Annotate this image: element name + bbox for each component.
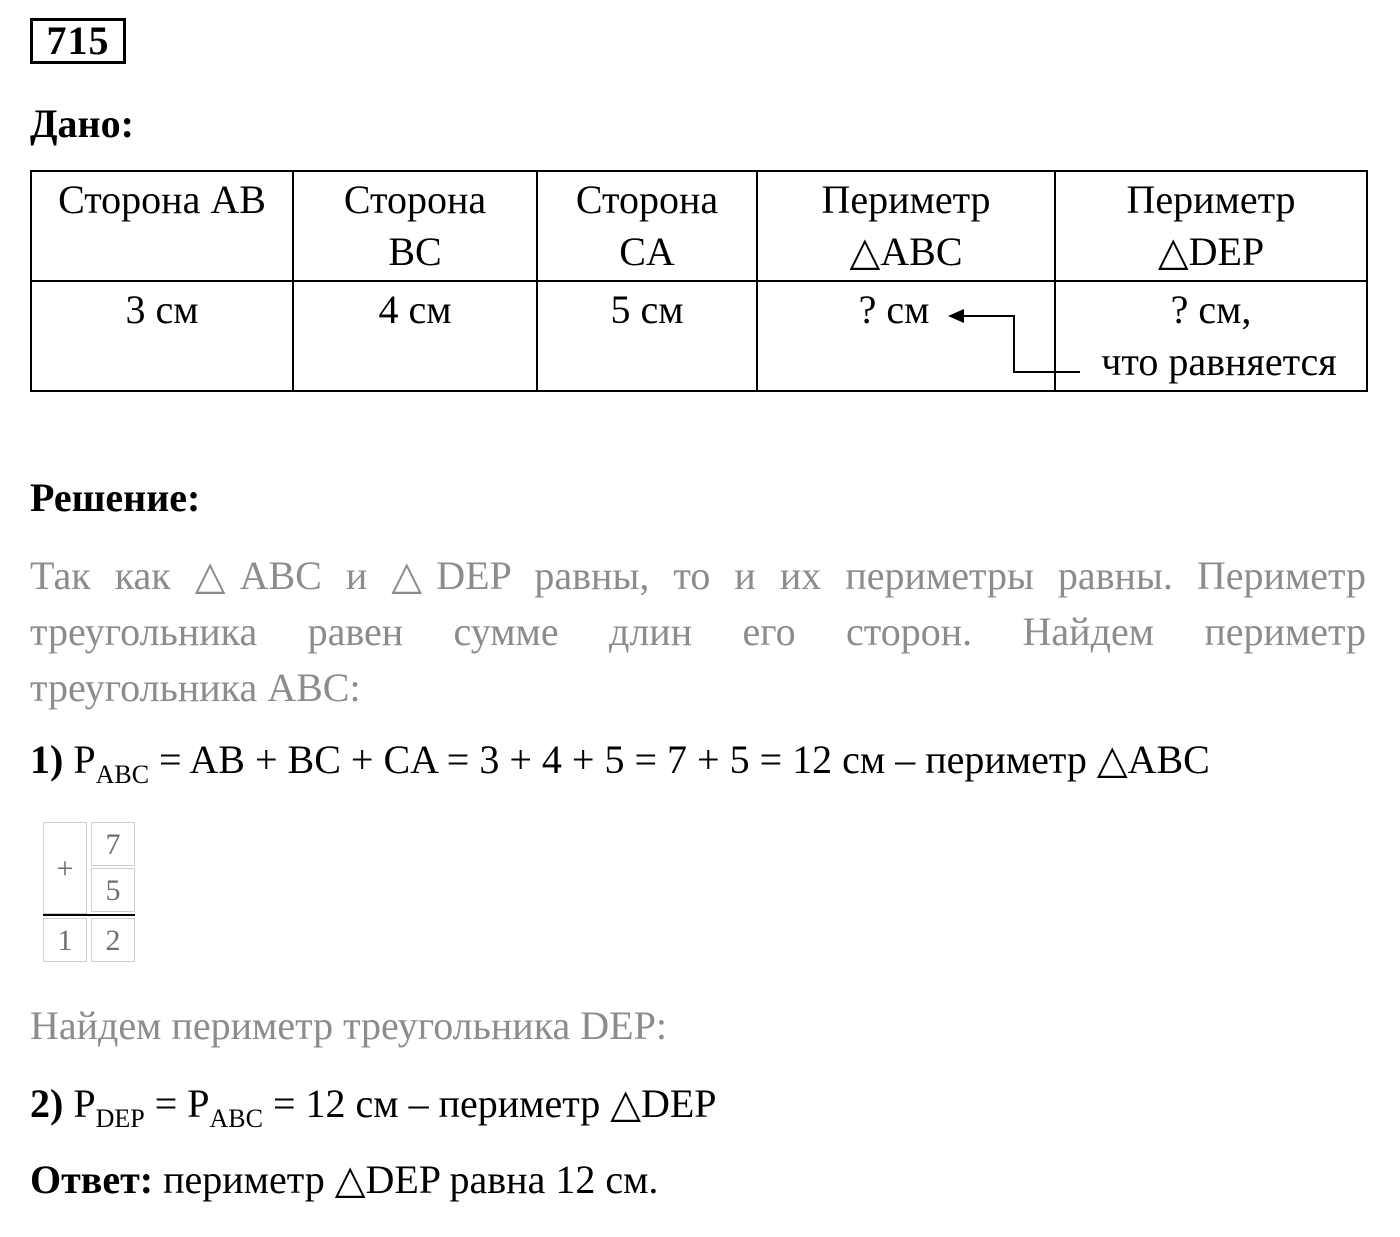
header-text: Сторона AB [58,177,266,222]
equation-text: = AB + BC + CA = 3 + 4 + 5 = 7 + 5 = 12 см – периметр △ABC [149,737,1210,782]
header-text: Сторона [343,177,487,222]
step-2-equation [30,1080,717,1133]
sum-line [43,914,135,916]
header-text: CA [619,229,675,274]
header-text: Периметр [821,177,991,222]
solution-heading: Решение: [30,475,201,520]
result-digit: 1 [43,918,87,962]
intro-text-line: треугольника равен сумме длин его сторон. Найдем периметр [30,609,1366,654]
value-text: 3 см [125,287,199,332]
perimeter-symbol: P [73,737,96,782]
perimeter-symbol: P [73,1081,96,1126]
addend-bottom: 5 [91,868,135,912]
value-text: ? см, [1170,287,1252,332]
table-header-row [31,171,1367,281]
intro-text-line: треугольника ABC: [30,665,361,710]
header-cell-bc [293,171,537,281]
perimeter-subscript: DEP [95,1104,145,1133]
value-cell-ab [31,281,293,391]
table-value-row [31,281,1367,391]
header-cell-perimeter-dep [1055,171,1367,281]
value-text: 4 см [378,287,452,332]
header-cell-ca [537,171,757,281]
answer-text: периметр △DEP равна 12 см. [153,1157,659,1202]
value-cell-ca [537,281,757,391]
value-text: ? см [858,287,930,332]
answer-line [30,1156,658,1204]
given-table [30,170,1368,392]
value-text: 5 см [610,287,684,332]
perimeter-subscript: ABC [209,1104,263,1133]
value-cell-perimeter-dep [1055,281,1367,391]
header-text: BC [388,229,442,274]
equation-text: = P [144,1081,210,1126]
value-cell-bc [293,281,537,391]
header-text: △DEP [1157,229,1265,274]
step-1-equation [30,736,1210,789]
step-number: 1) [30,737,64,782]
plus-sign: + [43,822,87,914]
result-digit: 2 [91,918,135,962]
step-number: 2) [30,1081,64,1126]
header-text: △ABC [849,229,963,274]
intro-text-line: Так как △ABC и △DEP равны, то и их периметры равны. Периметр [30,553,1366,598]
find-dep-text: Найдем периметр треугольника DEP: [30,1003,667,1048]
given-heading: Дано: [30,101,134,146]
header-cell-ab [31,171,293,281]
task-number: 715 [30,18,126,64]
header-cell-perimeter-abc [757,171,1055,281]
answer-label: Ответ: [30,1157,154,1202]
header-text: Периметр [1126,177,1296,222]
perimeter-subscript: ABC [95,760,150,789]
header-text: Сторона [575,177,719,222]
value-text: что равняется [1101,339,1337,384]
value-cell-perimeter-abc [757,281,1055,391]
addend-top: 7 [91,822,135,866]
equation-text: = 12 см – периметр △DEP [262,1081,717,1126]
